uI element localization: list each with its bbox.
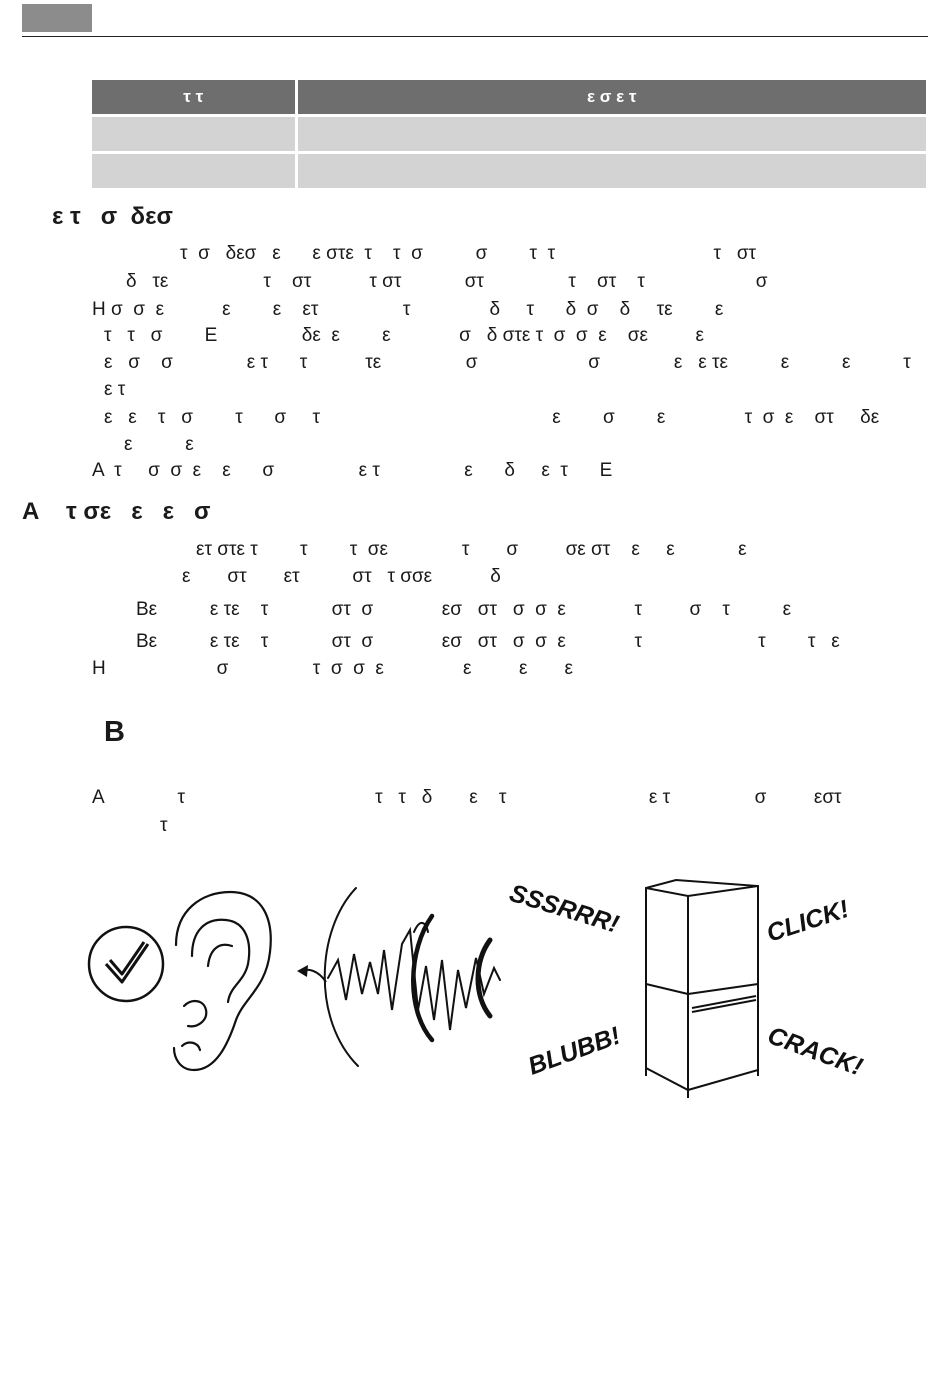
paragraph-line: ε στ ετ στ τ σσε δ [182, 566, 501, 587]
paragraph-line: ε ε [124, 434, 194, 455]
paragraph-line: ε σ σ ε τ τ τε σ σ ε ε τε ε ε τ [104, 352, 911, 373]
paragraph-line: τ [160, 815, 168, 836]
sound-wave-icon [325, 888, 500, 1066]
sound-label: SSSRRR! [506, 878, 623, 939]
section-heading: Β [104, 716, 125, 748]
sound-label: BLUBB! [524, 1021, 625, 1081]
sound-label: CLICK! [763, 894, 853, 948]
table-cell [92, 116, 296, 153]
table-cell [296, 153, 926, 189]
section-heading: ε τ σ δεσ [52, 203, 173, 230]
page-tab-marker [22, 4, 92, 32]
ear-icon [174, 892, 271, 1070]
section-heading: Α τ σε ε ε σ [22, 498, 211, 525]
paragraph-line: Α τ σ σ ε ε σ ε τ ε δ ε τ Ε [92, 460, 613, 481]
paragraph-line: Η σ τ σ σ ε ε ε ε [92, 658, 573, 679]
paragraph-line: Α τ τ τ δ ε τ ε τ σ εστ [92, 787, 842, 808]
paragraph-line: τ σ δεσ ε ε στε τ τ σ σ τ τ τ στ [180, 243, 757, 264]
table-row [92, 116, 926, 153]
header-rule [22, 36, 928, 37]
refrigerator-icon [646, 880, 758, 1098]
sound-arrow-icon [297, 965, 326, 982]
checkmark-icon [89, 927, 163, 1001]
sound-label: CRACK! [763, 1021, 867, 1082]
table-header-cell: ε σ ε τ [296, 80, 926, 116]
normal-sounds-illustration [80, 870, 900, 1110]
paragraph-line: ε τ [104, 379, 126, 400]
table-cell [296, 116, 926, 153]
paragraph-line: Βε ε τε τ στ σ εσ στ σ σ ε τ τ τ ε [136, 631, 840, 652]
paragraph-line: τ τ σ Ε δε ε ε σ δ στε τ σ σ ε σε ε [104, 325, 704, 346]
paragraph-line: ετ στε τ τ τ σε τ σ σε στ ε ε ε [196, 539, 747, 560]
table-row [92, 153, 926, 189]
table-cell [92, 153, 296, 189]
paragraph-line: δ τε τ στ τ στ στ τ στ τ σ [126, 271, 768, 292]
paragraph-line: Η σ σ ε ε ε ετ τ δ τ δ σ δ τε ε [92, 299, 724, 320]
paragraph-line: Βε ε τε τ στ σ εσ στ σ σ ε τ σ τ ε [136, 599, 792, 620]
climate-class-table [92, 80, 926, 188]
table-header-cell: τ τ [92, 80, 296, 116]
paragraph-line: ε ε τ σ τ σ τ ε σ ε τ σ ε στ δε [104, 407, 880, 428]
table-header-row [92, 80, 926, 116]
